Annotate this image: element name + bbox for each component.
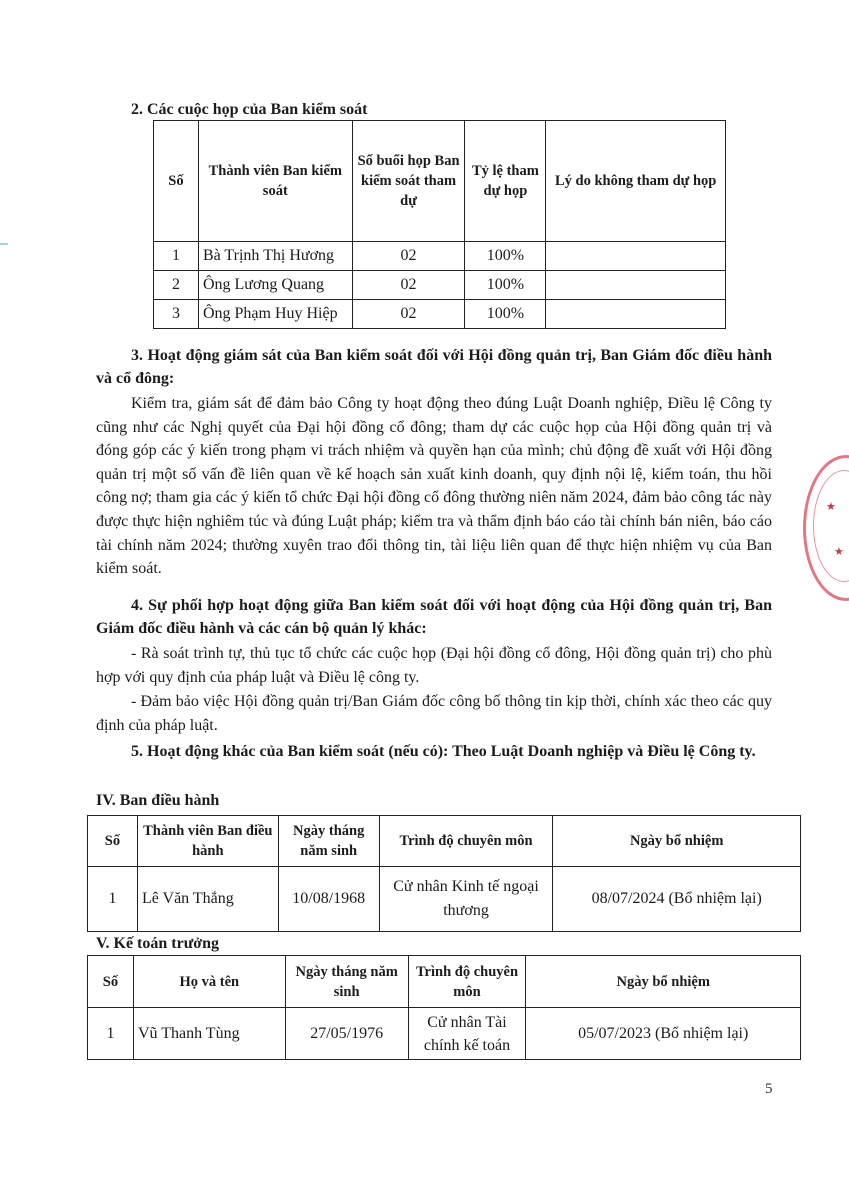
seal-star-icon: ★ (826, 500, 836, 513)
seal-star-icon: ★ (834, 545, 844, 558)
cell-birthdate: 10/08/1968 (278, 867, 379, 932)
col-header-appointment: Ngày bổ nhiệm (526, 956, 801, 1008)
table-header-row (88, 956, 801, 1008)
col-header-no: Số (88, 956, 134, 1008)
page-number: 5 (765, 1081, 773, 1097)
table-row (88, 867, 801, 932)
cell-no: 1 (154, 242, 199, 271)
cell-no: 2 (154, 271, 199, 300)
col-header-name: Họ và tên (133, 956, 285, 1008)
col-header-appointment: Ngày bổ nhiệm (553, 816, 801, 867)
col-header-member: Thành viên Ban điều hành (137, 816, 278, 867)
section-2-title: 2. Các cuộc họp của Ban kiểm soát (131, 101, 368, 118)
supervisory-meetings-table (153, 120, 726, 329)
cell-rate: 100% (465, 271, 546, 300)
col-header-birthdate: Ngày tháng năm sinh (278, 816, 379, 867)
section-5-title: 5. Hoạt động khác của Ban kiểm soát (nếu có): Theo Luật Doanh nghiệp và Điều lệ Công ty. (131, 743, 756, 760)
cell-no: 1 (88, 1008, 134, 1060)
cell-appointment: 05/07/2023 (Bổ nhiệm lại) (526, 1008, 801, 1060)
section-3-body: Kiểm tra, giám sát để đảm bảo Công ty hoạt động theo đúng Luật Doanh nghiệp, Điều lệ Công ty cũng như các Nghị quyết của Đại hội đồng cổ đông; tham dự các cuộc họp của Hội đồng quản trị và đóng góp các ý kiến trong phạm vi trách nhiệm và quyền hạn của mình; chủ động đề xuất với Hội đồng quản trị một số vấn đề liên quan về kế hoạch sản xuất kinh doanh, quy định nội lệ, kiểm toán, thu hồi công nợ; tham gia các ý kiến tổ chức Đại hội đồng cổ đông thường niên năm 2024, đảm bảo công tác này được thực hiện nghiêm túc và đúng Luật pháp; kiểm tra và thẩm định báo cáo tài chính bán niên, báo cáo tài chính năm 2024; thường xuyên trao đổi thông tin, tài liệu liên quan để thực hiện nhiệm vụ của Ban kiểm soát. (96, 395, 772, 578)
executive-board-table (87, 815, 801, 932)
col-header-rate: Tỷ lệ tham dự họp (465, 121, 546, 242)
table-row (154, 271, 726, 300)
cell-name: Vũ Thanh Tùng (133, 1008, 285, 1060)
cell-reason (546, 242, 726, 271)
col-header-sessions: Số buổi họp Ban kiểm soát tham dự (352, 121, 465, 242)
chief-accountant-table (87, 955, 801, 1060)
col-header-no: Số (154, 121, 199, 242)
cell-member: Ông Phạm Huy Hiệp (198, 300, 352, 329)
cell-sessions: 02 (352, 271, 465, 300)
section-4-bullet-2: - Đảm bảo việc Hội đồng quản trị/Ban Giám đốc công bố thông tin kịp thời, chính xác theo các quy định của pháp luật. (96, 693, 772, 734)
scan-mark (0, 243, 8, 245)
cell-sessions: 02 (352, 300, 465, 329)
cell-no: 1 (88, 867, 138, 932)
table-header-row (154, 121, 726, 242)
section-IV-title: IV. Ban điều hành (96, 792, 220, 809)
cell-birthdate: 27/05/1976 (285, 1008, 408, 1060)
col-header-birthdate: Ngày tháng năm sinh (285, 956, 408, 1008)
cell-member: Ông Lương Quang (198, 271, 352, 300)
cell-sessions: 02 (352, 242, 465, 271)
cell-member: Bà Trịnh Thị Hương (198, 242, 352, 271)
cell-name: Lê Văn Thắng (137, 867, 278, 932)
col-header-qualification: Trình độ chuyên môn (379, 816, 553, 867)
col-header-qualification: Trình độ chuyên môn (408, 956, 526, 1008)
cell-qualification: Cử nhân Kinh tế ngoại thương (379, 867, 553, 932)
cell-reason (546, 271, 726, 300)
section-4-bullet-1: - Rà soát trình tự, thủ tục tổ chức các cuộc họp (Đại hội đồng cổ đông, Hội đồng quản trị) cho phù hợp với quy định của pháp luật và Điều lệ công ty. (96, 645, 772, 686)
table-row (154, 242, 726, 271)
table-row (154, 300, 726, 329)
section-3-title: 3. Hoạt động giám sát của Ban kiểm soát đối với Hội đồng quản trị, Ban Giám đốc điều hành và cổ đông: (96, 347, 772, 387)
cell-appointment: 08/07/2024 (Bổ nhiệm lại) (553, 867, 801, 932)
table-row (88, 1008, 801, 1060)
table-header-row (88, 816, 801, 867)
cell-no: 3 (154, 300, 199, 329)
col-header-no: Số (88, 816, 138, 867)
section-V-title: V. Kế toán trưởng (96, 935, 220, 952)
cell-qualification: Cử nhân Tài chính kế toán (408, 1008, 526, 1060)
col-header-member: Thành viên Ban kiểm soát (198, 121, 352, 242)
cell-reason (546, 300, 726, 329)
cell-rate: 100% (465, 300, 546, 329)
section-4-title: 4. Sự phối hợp hoạt động giữa Ban kiểm soát đối với hoạt động của Hội đồng quản trị, Ban Giám đốc điều hành và các cán bộ quản lý khác: (96, 597, 772, 637)
col-header-reason: Lý do không tham dự họp (546, 121, 726, 242)
cell-rate: 100% (465, 242, 546, 271)
